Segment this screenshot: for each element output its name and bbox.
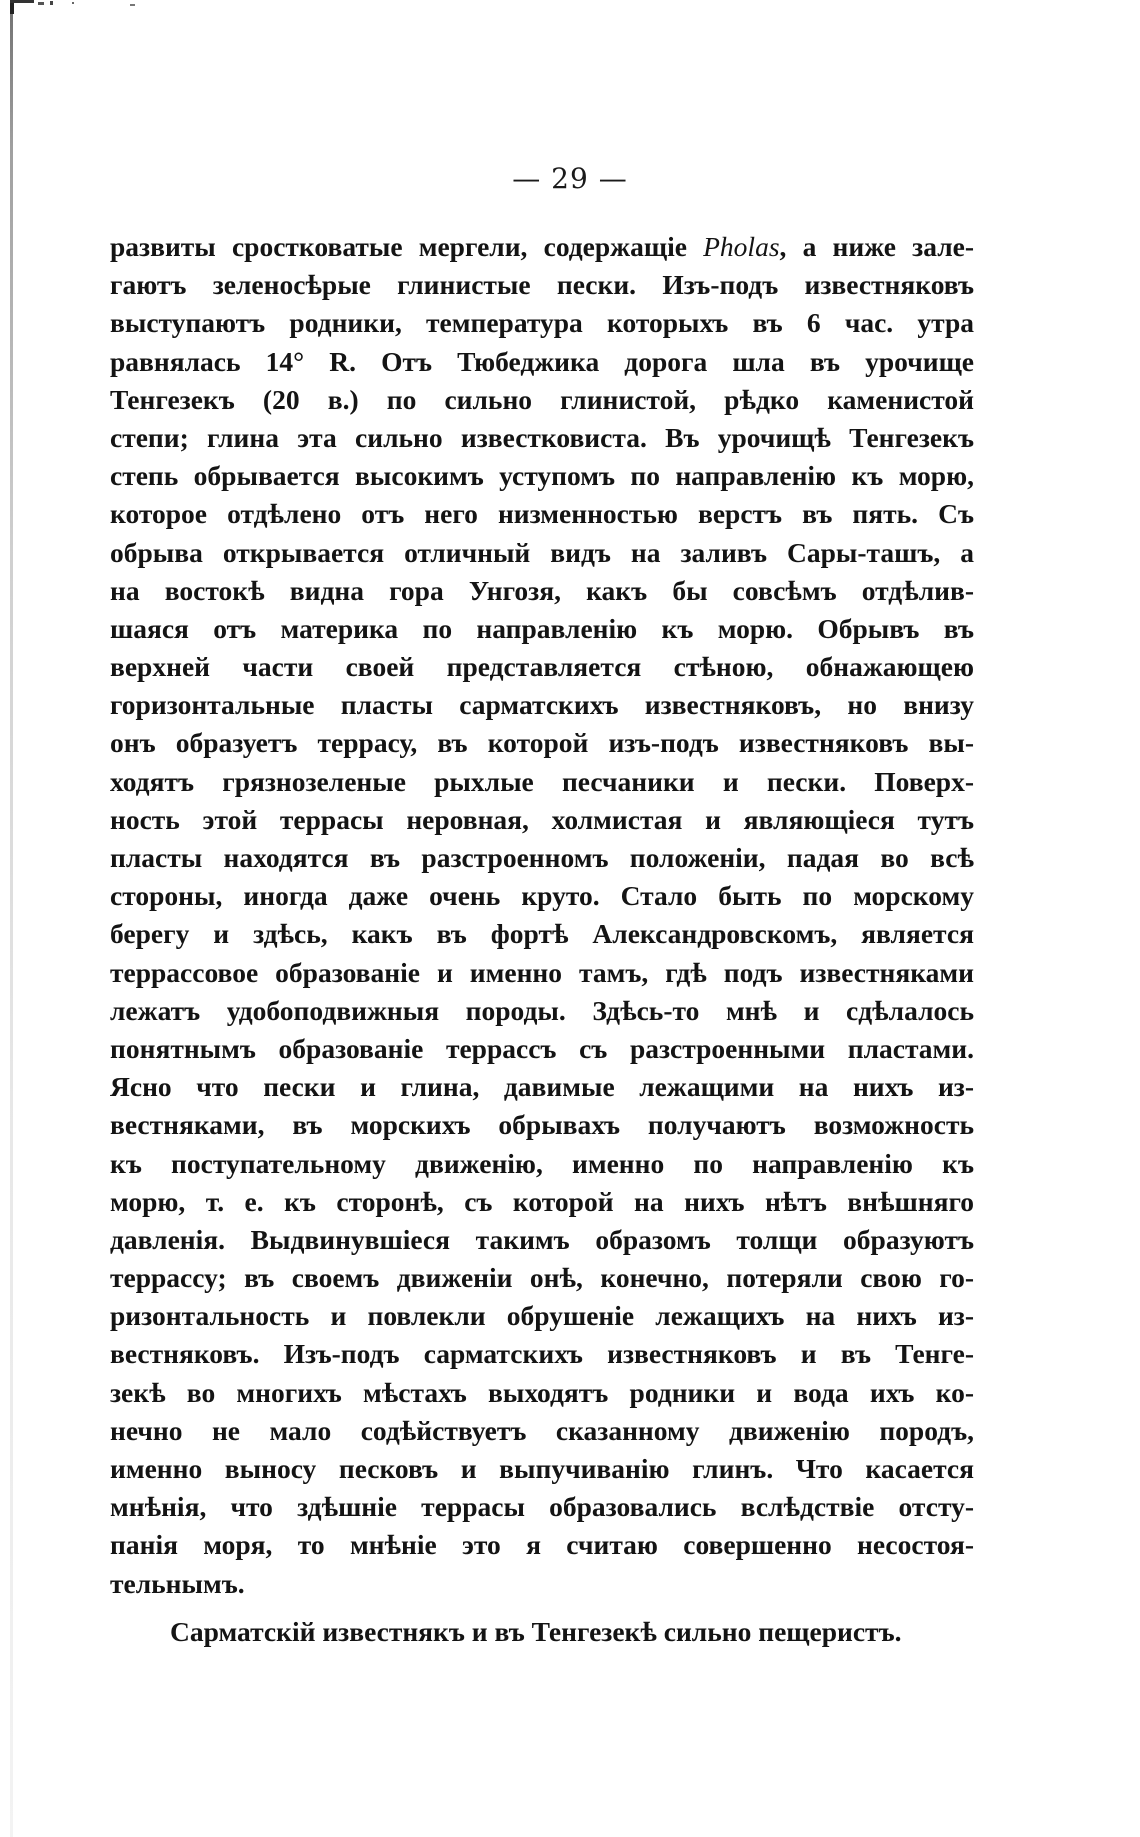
text-line: тельнымъ. (110, 1567, 245, 1599)
text-line: Сарматскій известнякъ и въ Тенгезекѣ сильно пещеристъ. (170, 1615, 902, 1647)
text-line: панія моря, то мнѣніе это я считаю совершенно несостоя- (110, 1529, 974, 1561)
text-line: понятнымъ образованіе террассъ съ разстроенными пластами. (110, 1032, 974, 1064)
text-line: мнѣнія, что здѣшніе террасы образовались вслѣдствіе отсту- (110, 1491, 974, 1523)
page-number: — 29 — (512, 162, 628, 195)
text-line: ризонтальность и повлекли обрушеніе лежащихъ на нихъ из- (110, 1300, 974, 1332)
text-line: Ясно что пески и глина, давимые лежащими на нихъ из- (110, 1071, 974, 1103)
text-line: давленія. Выдвинувшіеся такимъ образомъ толщи образуютъ (110, 1223, 974, 1255)
scan-artifact-mark (10, 0, 140, 14)
text-line: стороны, иногда даже очень круто. Стало быть по морскому (110, 880, 974, 912)
text-line: пласты находятся въ разстроенномъ положеніи, падая во всѣ (110, 842, 974, 873)
text-line: шаяся отъ материка по направленію къ морю. Обрывъ въ (110, 612, 974, 644)
text-line: онъ образуетъ террасу, въ которой изъ-подъ известняковъ вы- (110, 727, 974, 759)
text-line: равнялась 14° R. Отъ Тюбеджика дорога шла въ урочище (110, 345, 974, 377)
text-line: берегу и здѣсь, какъ въ фортѣ Александровскомъ, является (110, 918, 974, 950)
text-line: террассовое образованіе и именно тамъ, гдѣ подъ известняками (110, 956, 974, 988)
paragraph-gap (110, 1603, 974, 1613)
text-line: вестняковъ. Изъ-подъ сарматскихъ известняковъ и въ Тенге- (110, 1338, 974, 1370)
text-line: нечно не мало содѣйствуетъ сказанному движенію породъ, (110, 1414, 974, 1446)
text-line: вестняками, въ морскихъ обрывахъ получаютъ возможность (110, 1109, 974, 1141)
text-line: гаютъ зеленосѣрые глинистые пески. Изъ-подъ известняковъ (110, 269, 974, 301)
text-line: ходятъ грязнозеленые рыхлые песчаники и пески. Поверх- (110, 765, 974, 797)
text-line: развиты сростковатые мергели, содержащіе Pholas, а ниже зале- (110, 231, 974, 262)
text-line: которое отдѣлено отъ него низменностью верстъ въ пять. Съ (110, 498, 974, 530)
genus-name: Pholas (703, 231, 780, 262)
text-line: къ поступательному движенію, именно по направленію къ (110, 1147, 974, 1179)
text-line: зекѣ во многихъ мѣстахъ выходятъ родники и вода ихъ ко- (110, 1376, 974, 1408)
text-line: на востокѣ видна гора Унгозя, какъ бы совсѣмъ отдѣлив- (110, 574, 974, 606)
body-text (110, 228, 974, 1651)
scan-edge-shadow (10, 0, 13, 1837)
text-line: обрыва открывается отличный видъ на заливъ Сары-ташъ, а (110, 536, 974, 568)
text-line: выступаютъ родники, температура которыхъ въ 6 час. утра (110, 307, 974, 339)
text-line: лежатъ удобоподвижныя породы. Здѣсь-то мнѣ и сдѣлалось (110, 994, 974, 1026)
text-line: террассу; въ своемъ движеніи онѣ, конечно, потеряли свою го- (110, 1262, 974, 1294)
text-line: Тенгезекъ (20 в.) по сильно глинистой, рѣдко каменистой (110, 383, 974, 415)
text-line: степь обрывается высокимъ уступомъ по направленію къ морю, (110, 460, 974, 492)
text-line: верхней части своей представляется стѣною, обнажающею (110, 651, 974, 683)
text-line: горизонтальные пласты сарматскихъ известняковъ, но внизу (110, 689, 974, 721)
text-line: степи; глина эта сильно известковиста. Въ урочищѣ Тенгезекъ (110, 421, 974, 453)
text-line: ность этой террасы неровная, холмистая и являющіеся тутъ (110, 803, 974, 835)
text-line: именно выносу песковъ и выпучиванію глинъ. Что касается (110, 1453, 974, 1484)
text-line: морю, т. е. къ сторонѣ, съ которой на нихъ нѣтъ внѣшняго (110, 1185, 974, 1217)
